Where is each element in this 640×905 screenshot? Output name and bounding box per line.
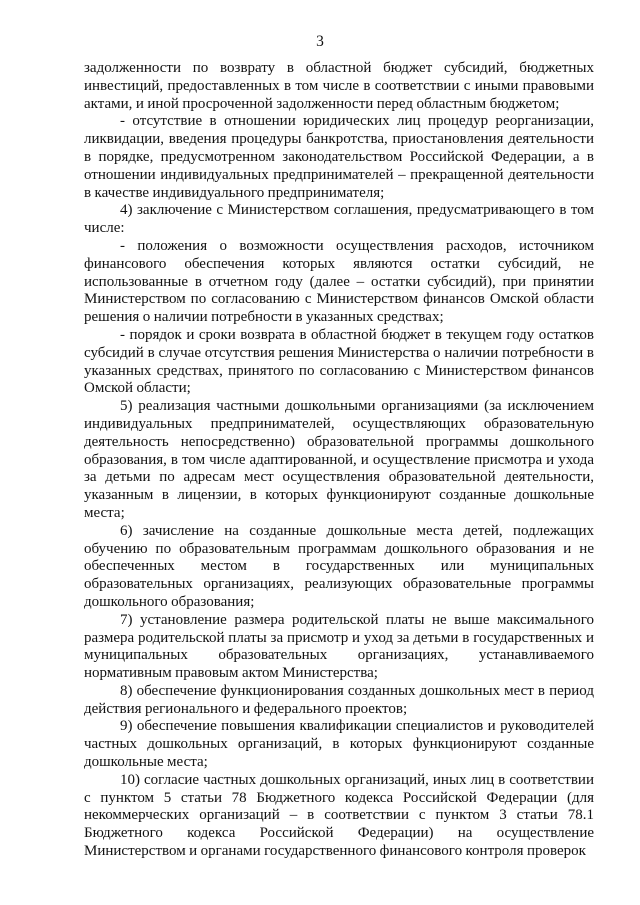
- paragraph-item-9: 9) обеспечение повышения квалификации специалистов и руководителей частных дошкольных организаций, в которых функционируют созданные дошкольные места;: [84, 718, 594, 771]
- paragraph-item-4: 4) заключение с Министерством соглашения, предусматривающего в том числе:: [84, 202, 594, 237]
- paragraph-bullet-no-reorganization: - отсутствие в отношении юридических лиц процедур реорганизации, ликвидации, введения процедуры банкротства, приостановления деятельности в порядке, предусмотренном законодательством Российской Федерации, а в отношении индивидуальных предпринимателей – прекращенной деятельности в качестве индивидуального предпринимателя;: [84, 113, 594, 201]
- document-body: [84, 60, 594, 861]
- paragraph-item-6: 6) зачисление на созданные дошкольные места детей, подлежащих обучению по образовательным программам дошкольного образования и не обеспеченных местом в государственных или муниципальных образовательных организациях, реализующих образовательные программы дошкольного образования;: [84, 522, 594, 610]
- paragraph-item-10: 10) согласие частных дошкольных организаций, иных лиц в соответствии с пунктом 5 статьи 78 Бюджетного кодекса Российской Федерации (для некоммерческих организаций – в соответствии с пунктом 3 статьи 78.1 Бюджетного кодекса Российской Федерации) на осуществление Министерством и органами государственного финансового контроля проверок: [84, 771, 594, 860]
- paragraph-item-8: 8) обеспечение функционирования созданных дошкольных мест в период действия регионального и федерального проектов;: [84, 682, 594, 717]
- paragraph-continuation: задолженности по возврату в областной бюджет субсидий, бюджетных инвестиций, предоставленных в том числе в соответствии с иными правовыми актами, и иной просроченной задолженности перед областным бюджетом;: [84, 60, 594, 112]
- page-number: 3: [316, 33, 324, 50]
- paragraph-bullet-return-order: - порядок и сроки возврата в областной бюджет в текущем году остатков субсидий в случае отсутствия решения Министерства о наличии потребности в указанных средствах, принятого по согласованию с Министерством финансов Омской области;: [84, 326, 594, 397]
- paragraph-bullet-expenses: - положения о возможности осуществления расходов, источником финансового обеспечения которых являются остатки субсидий, не использованные в отчетном году (далее – остатки субсидий), при принятии Министерством по согласованию с Министерством финансов Омской области решения о наличии потребности в указанных средствах;: [84, 237, 594, 326]
- paragraph-item-5: 5) реализация частными дошкольными организациями (за исключением индивидуальных предпринимателей, осуществляющих образовательную деятельность непосредственно) образовательной программы дошкольного образования, в том числе адаптированной, и осуществление присмотра и ухода за детьми по адресам мест осуществления образовательной деятельности, указанным в лицензии, в которых функционируют созданные дошкольные места;: [84, 398, 594, 521]
- paragraph-item-7: 7) установление размера родительской платы не выше максимального размера родительской платы за присмотр и уход за детьми в государственных и муниципальных образовательных организациях, устанавливаемого нормативным правовым актом Министерства;: [84, 611, 594, 682]
